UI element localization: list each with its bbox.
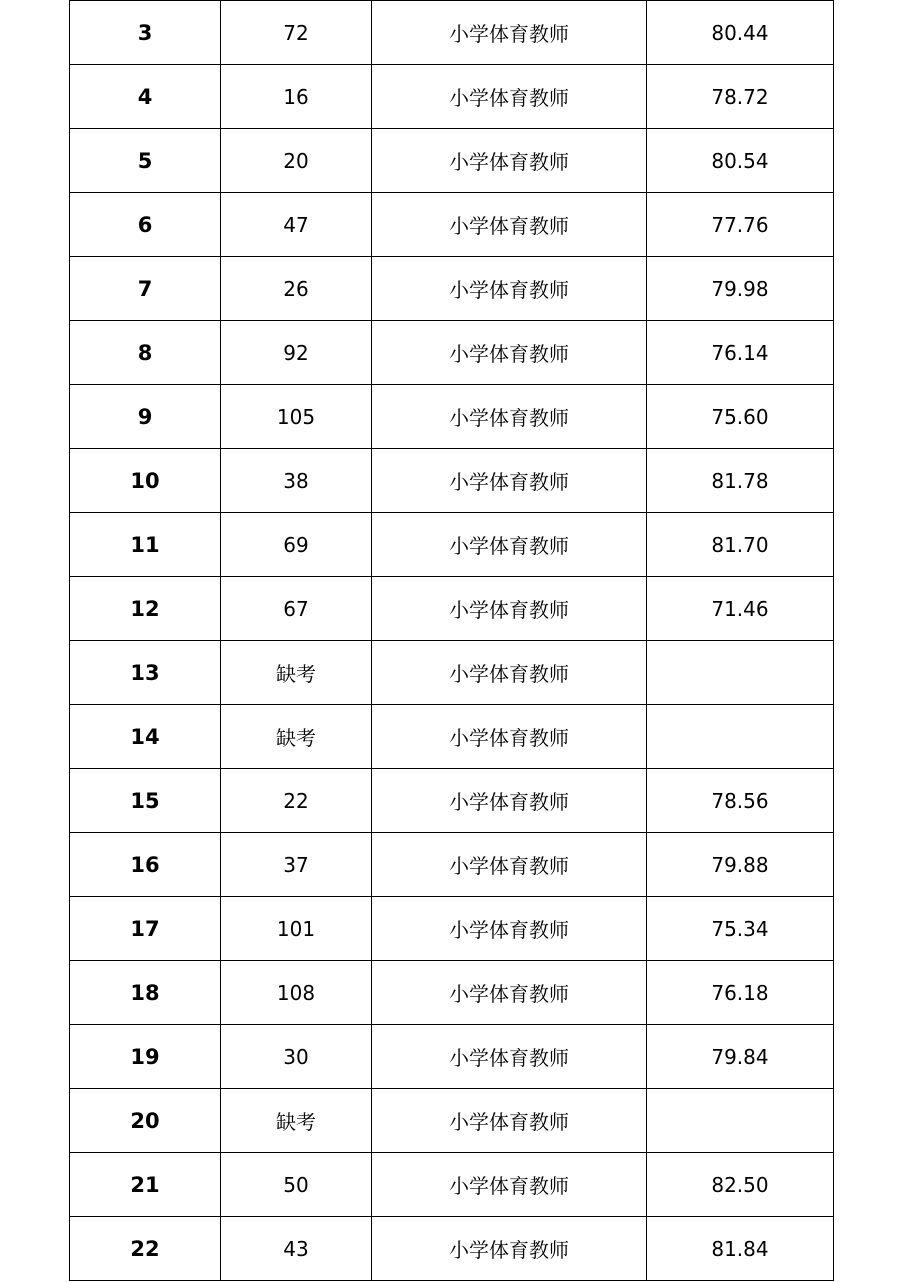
table-row	[70, 641, 834, 705]
row-number-cell: 19	[70, 1025, 221, 1089]
row-number-cell: 20	[70, 1089, 221, 1153]
exam-number-cell: 16	[221, 65, 372, 129]
table-row	[70, 1025, 834, 1089]
row-number-cell: 12	[70, 577, 221, 641]
score-cell	[647, 1089, 834, 1153]
row-number-cell: 5	[70, 129, 221, 193]
row-number-cell: 11	[70, 513, 221, 577]
exam-number-cell: 72	[221, 1, 372, 65]
score-cell: 71.46	[647, 577, 834, 641]
table-row	[70, 769, 834, 833]
score-table	[69, 0, 834, 1281]
table-row	[70, 833, 834, 897]
score-cell: 81.84	[647, 1217, 834, 1281]
exam-number-cell: 67	[221, 577, 372, 641]
row-number-cell: 7	[70, 257, 221, 321]
exam-number-cell: 30	[221, 1025, 372, 1089]
table-row	[70, 577, 834, 641]
table-row	[70, 321, 834, 385]
score-cell: 75.60	[647, 385, 834, 449]
table-row	[70, 705, 834, 769]
position-cell: 小学体育教师	[372, 1153, 647, 1217]
position-cell: 小学体育教师	[372, 1025, 647, 1089]
exam-number-cell: 缺考	[221, 705, 372, 769]
row-number-cell: 13	[70, 641, 221, 705]
position-cell: 小学体育教师	[372, 961, 647, 1025]
table-row	[70, 1153, 834, 1217]
position-cell: 小学体育教师	[372, 449, 647, 513]
position-cell: 小学体育教师	[372, 385, 647, 449]
position-cell: 小学体育教师	[372, 897, 647, 961]
score-cell: 76.18	[647, 961, 834, 1025]
exam-number-cell: 缺考	[221, 1089, 372, 1153]
row-number-cell: 4	[70, 65, 221, 129]
exam-number-cell: 69	[221, 513, 372, 577]
exam-number-cell: 26	[221, 257, 372, 321]
position-cell: 小学体育教师	[372, 641, 647, 705]
exam-number-cell: 22	[221, 769, 372, 833]
row-number-cell: 15	[70, 769, 221, 833]
score-cell: 79.84	[647, 1025, 834, 1089]
table-row	[70, 1089, 834, 1153]
row-number-cell: 22	[70, 1217, 221, 1281]
table-row	[70, 1217, 834, 1281]
exam-number-cell: 缺考	[221, 641, 372, 705]
position-cell: 小学体育教师	[372, 257, 647, 321]
position-cell: 小学体育教师	[372, 129, 647, 193]
row-number-cell: 17	[70, 897, 221, 961]
score-cell: 77.76	[647, 193, 834, 257]
exam-number-cell: 38	[221, 449, 372, 513]
row-number-cell: 10	[70, 449, 221, 513]
position-cell: 小学体育教师	[372, 833, 647, 897]
table-row	[70, 961, 834, 1025]
position-cell: 小学体育教师	[372, 193, 647, 257]
score-cell: 80.54	[647, 129, 834, 193]
score-cell: 76.14	[647, 321, 834, 385]
table-row	[70, 1, 834, 65]
table-row	[70, 385, 834, 449]
exam-number-cell: 101	[221, 897, 372, 961]
table-row	[70, 129, 834, 193]
score-cell	[647, 705, 834, 769]
exam-number-cell: 47	[221, 193, 372, 257]
score-cell: 82.50	[647, 1153, 834, 1217]
score-cell: 79.88	[647, 833, 834, 897]
exam-number-cell: 105	[221, 385, 372, 449]
score-cell: 81.78	[647, 449, 834, 513]
table-row	[70, 193, 834, 257]
position-cell: 小学体育教师	[372, 1, 647, 65]
exam-number-cell: 37	[221, 833, 372, 897]
position-cell: 小学体育教师	[372, 65, 647, 129]
exam-number-cell: 92	[221, 321, 372, 385]
score-cell	[647, 641, 834, 705]
position-cell: 小学体育教师	[372, 513, 647, 577]
position-cell: 小学体育教师	[372, 577, 647, 641]
exam-number-cell: 108	[221, 961, 372, 1025]
position-cell: 小学体育教师	[372, 769, 647, 833]
table-row	[70, 449, 834, 513]
score-cell: 78.56	[647, 769, 834, 833]
row-number-cell: 14	[70, 705, 221, 769]
score-cell: 79.98	[647, 257, 834, 321]
score-cell: 80.44	[647, 1, 834, 65]
row-number-cell: 9	[70, 385, 221, 449]
exam-number-cell: 20	[221, 129, 372, 193]
table-row	[70, 257, 834, 321]
row-number-cell: 21	[70, 1153, 221, 1217]
position-cell: 小学体育教师	[372, 1089, 647, 1153]
position-cell: 小学体育教师	[372, 705, 647, 769]
table-row	[70, 65, 834, 129]
table-row	[70, 513, 834, 577]
score-table-body	[70, 1, 834, 1281]
row-number-cell: 18	[70, 961, 221, 1025]
exam-number-cell: 50	[221, 1153, 372, 1217]
row-number-cell: 16	[70, 833, 221, 897]
exam-number-cell: 43	[221, 1217, 372, 1281]
score-cell: 75.34	[647, 897, 834, 961]
row-number-cell: 8	[70, 321, 221, 385]
score-cell: 81.70	[647, 513, 834, 577]
row-number-cell: 6	[70, 193, 221, 257]
score-cell: 78.72	[647, 65, 834, 129]
position-cell: 小学体育教师	[372, 321, 647, 385]
row-number-cell: 3	[70, 1, 221, 65]
table-row	[70, 897, 834, 961]
position-cell: 小学体育教师	[372, 1217, 647, 1281]
